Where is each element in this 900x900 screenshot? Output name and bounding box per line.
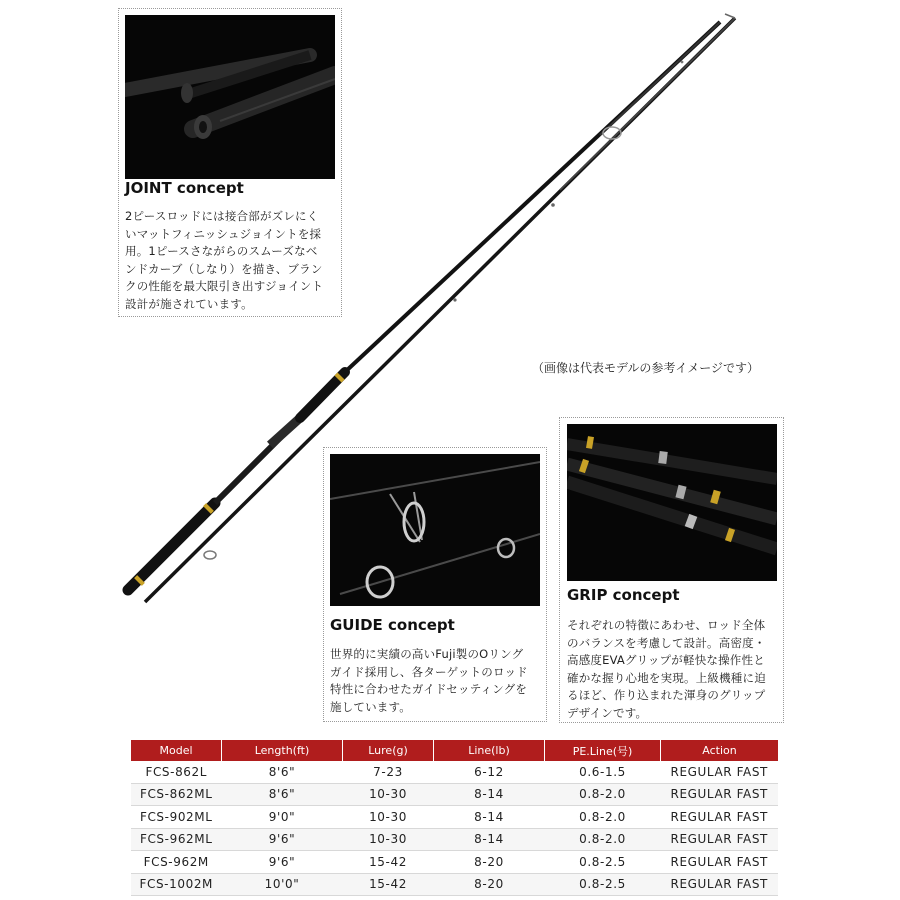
cell-action: REGULAR FAST xyxy=(661,783,779,806)
cell-length: 8'6" xyxy=(222,783,343,806)
cell-line: 8-14 xyxy=(434,828,545,851)
cell-model: FCS-902ML xyxy=(131,806,222,829)
joint-line: 2ピースロッドには接合部がズレにく xyxy=(125,209,319,223)
cell-length: 9'6" xyxy=(222,828,343,851)
spec-table xyxy=(131,740,778,896)
grip-line: デザインです。 xyxy=(567,705,648,720)
grip-line: のバランスを考慮して設計。高密度・ xyxy=(567,635,766,650)
cell-model: FCS-962M xyxy=(131,851,222,874)
guide-concept-card xyxy=(323,447,547,722)
cell-line: 8-14 xyxy=(434,806,545,829)
cell-lure: 7-23 xyxy=(343,761,434,783)
cell-action: REGULAR FAST xyxy=(661,806,779,829)
guide-description xyxy=(330,646,542,716)
cell-length: 9'6" xyxy=(222,851,343,874)
header-line: Line(lb) xyxy=(434,740,545,761)
cell-model: FCS-862L xyxy=(131,761,222,783)
joint-line: 用。1ピースさながらのスムーズなベ xyxy=(125,244,318,258)
joint-line: クの性能を最大限引き出すジョイント xyxy=(125,279,324,293)
cell-pe-line: 0.8-2.0 xyxy=(545,783,661,806)
guide-title: GUIDE concept xyxy=(330,616,455,634)
table-row xyxy=(131,873,778,896)
cell-pe-line: 0.8-2.0 xyxy=(545,828,661,851)
grip-concept-card xyxy=(559,417,784,723)
joint-description xyxy=(125,208,337,313)
table-row xyxy=(131,828,778,851)
cell-lure: 15-42 xyxy=(343,873,434,896)
guide-photo xyxy=(330,454,540,606)
header-pe-line: PE.Line(号) xyxy=(545,740,661,761)
grip-line: 確かな握り心地を実現。上級機種に迫 xyxy=(567,670,766,685)
grip-description xyxy=(567,617,781,722)
cell-length: 9'0" xyxy=(222,806,343,829)
cell-pe-line: 0.6-1.5 xyxy=(545,761,661,783)
grip-title: GRIP concept xyxy=(567,586,680,604)
cell-action: REGULAR FAST xyxy=(661,828,779,851)
cell-length: 8'6" xyxy=(222,761,343,783)
guide-line: ガイド採用し、各ターゲットのロッド xyxy=(330,664,528,679)
guide-line: 施しています。 xyxy=(330,699,411,714)
cell-pe-line: 0.8-2.5 xyxy=(545,851,661,874)
cell-line: 8-20 xyxy=(434,873,545,896)
cell-model: FCS-862ML xyxy=(131,783,222,806)
table-row xyxy=(131,806,778,829)
joint-line: ンドカーブ（しなり）を描き、ブラン xyxy=(125,261,323,276)
cell-model: FCS-1002M xyxy=(131,873,222,896)
grip-line: 高感度EVAグリップが軽快な操作性と xyxy=(567,653,765,667)
cell-model: FCS-962ML xyxy=(131,828,222,851)
joint-line: いマットフィニッシュジョイントを採 xyxy=(125,226,322,241)
table-row xyxy=(131,783,778,806)
cell-line: 8-20 xyxy=(434,851,545,874)
guide-line: 世界的に実績の高いFuji製のOリング xyxy=(330,647,524,661)
grip-line: るほど、作り込まれた渾身のグリップ xyxy=(567,688,766,702)
joint-line: 設計が施されています。 xyxy=(125,296,253,311)
cell-lure: 15-42 xyxy=(343,851,434,874)
cell-lure: 10-30 xyxy=(343,828,434,851)
header-model: Model xyxy=(131,740,222,761)
cell-action: REGULAR FAST xyxy=(661,851,779,874)
cell-pe-line: 0.8-2.0 xyxy=(545,806,661,829)
cell-length: 10'0" xyxy=(222,873,343,896)
joint-title: JOINT concept xyxy=(125,179,244,197)
spec-header-row xyxy=(131,740,778,761)
cell-line: 8-14 xyxy=(434,783,545,806)
header-lure: Lure(g) xyxy=(343,740,434,761)
cell-pe-line: 0.8-2.5 xyxy=(545,873,661,896)
table-row xyxy=(131,761,778,783)
image-caption: （画像は代表モデルの参考イメージです） xyxy=(532,361,760,375)
joint-photo xyxy=(125,15,335,179)
cell-action: REGULAR FAST xyxy=(661,761,779,783)
header-length: Length(ft) xyxy=(222,740,343,761)
grip-line: それぞれの特徴にあわせ、ロッド全体 xyxy=(567,618,766,632)
header-action: Action xyxy=(661,740,779,761)
table-row xyxy=(131,851,778,874)
cell-lure: 10-30 xyxy=(343,783,434,806)
cell-action: REGULAR FAST xyxy=(661,873,779,896)
grip-photo xyxy=(567,424,777,581)
cell-lure: 10-30 xyxy=(343,806,434,829)
cell-line: 6-12 xyxy=(434,761,545,783)
joint-concept-card xyxy=(118,8,342,317)
guide-line: 特性に合わせたガイドセッティングを xyxy=(330,682,528,696)
